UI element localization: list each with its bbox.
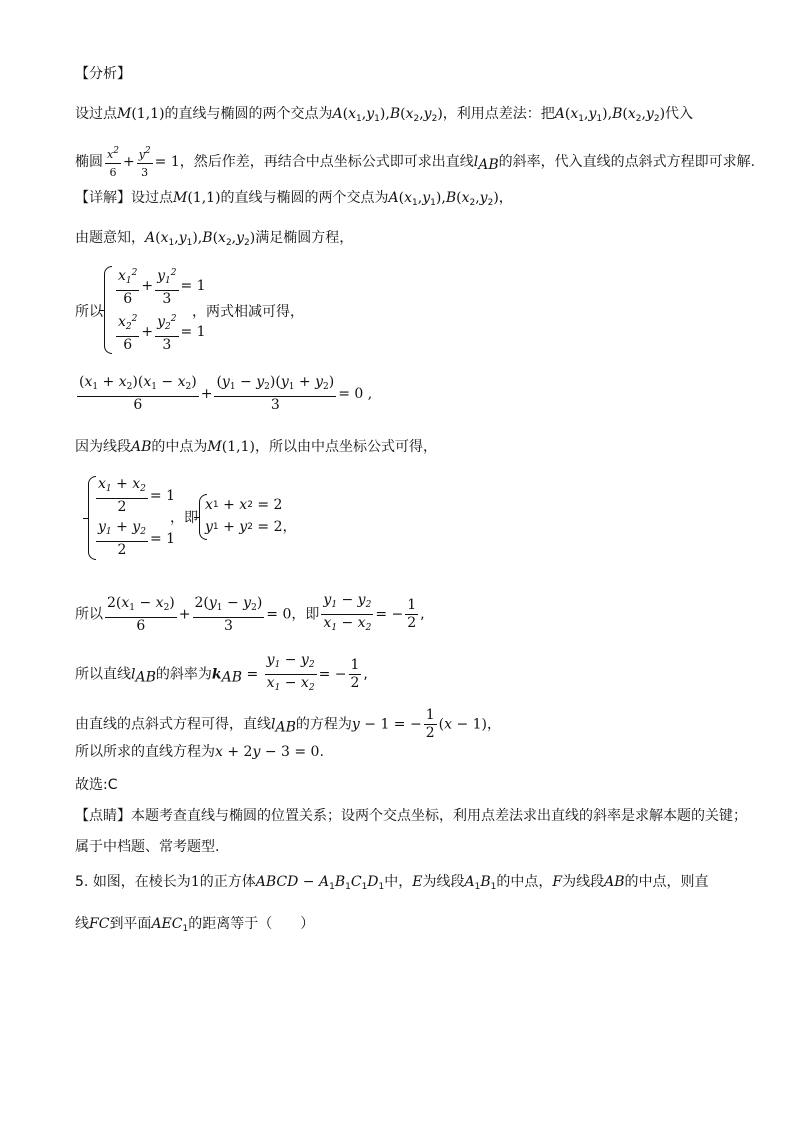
detail-line-8: 所以直线$l_{AB}$的斜率为$k_{AB}$ = $\frac{y_1 - y_2}{x_1 - x_2}$ = − $\frac{1}{2}$ ,: [75, 652, 368, 693]
comment-line-1: 【点睛】本题考查直线与椭圆的位置关系；设两个交点坐标，利用点差法求出直线的斜率是求解本题的关键；: [75, 808, 747, 824]
question-5-line-2: 线FC到平面$AEC_1$的距离等于（ ）: [75, 916, 315, 934]
midpoint-system-2: x 1 + x 2 = 2 y 1 + y 2 = 2 ，: [205, 497, 297, 535]
analysis-line-2: 椭圆 $\frac{x^2}{6}$ + $\frac{y^2}{3}$ = 1，然后作差，再结合中点坐标公式即可求出直线$l_{AB}$的斜率，代入直线的点斜式方程即可求解.: [75, 143, 755, 181]
detail-line-6-mid: ，即: [170, 510, 198, 526]
analysis-line-1: 设过点M(1,1)的直线与椭圆的两个交点为$A(x_1,y_1),B(x_2,y_2)$，利用点差法：把$A(x_1,y_1),B(x_2,y_2)$代入: [75, 106, 694, 124]
ellipse-equation-system: $\frac{x_1^2}{6}$ + $\frac{y_1^2}{3}$ = 1 $\frac{x_2^2}{6}$ + $\frac{y_2^2}{3}$ = 1: [114, 263, 206, 355]
detail-line-9: 由直线的点斜式方程可得，直线$l_{AB}$的方程为y − 1 = − $\frac{1}{2}$ (x − 1)，: [75, 707, 502, 741]
midpoint-system: $\frac{x_1 + x_2}{2}$ = 1 $\frac{y_1 + y_2}{2}$ = 1: [98, 475, 176, 558]
detail-line-3-suffix: ，两式相减可得，: [192, 304, 304, 320]
answer-line: 故选:C: [75, 777, 118, 793]
detail-line-2: 由题意知，$A(x_1,y_1),B(x_2,y_2)$满足椭圆方程，: [75, 230, 354, 248]
detail-line-7: 所以 $\frac{2(x_1 - x_2)}{6}$ + $\frac{2(y_1 - y_2)}{3}$ = 0，即 $\frac{y_1 - y_2}{x_1 - x_2}$ = − $\frac{1}{2}$ ,: [75, 592, 425, 634]
detail-line-3-label: 所以: [75, 304, 103, 320]
question-5-line-1: 5. 如图，在棱长为1的正方体ABCD − $A_1B_1C_1D_1$中，E为线段$A_1B_1$的中点，F为线段AB的中点，则直: [75, 874, 709, 892]
detail-line-5: 因为线段AB的中点为M(1,1)，所以由中点坐标公式可得，: [75, 439, 437, 455]
analysis-header: 【分析】: [75, 66, 131, 82]
comment-line-2: 属于中档题、常考题型.: [75, 839, 220, 855]
detail-line-10: 所以所求的直线方程为x + 2y − 3 = 0.: [75, 744, 324, 760]
system-brace: [104, 266, 112, 354]
difference-equation: $\frac{(x_1 + x_2)(x_1 - x_2)}{6}$ + $\frac{(y_1 - y_2)(y_1 + y_2)}{3}$ = 0 ,: [79, 374, 373, 413]
detail-line-1: 【详解】设过点M(1,1)的直线与椭圆的两个交点为$A(x_1,y_1),B(x_2,y_2)$，: [75, 190, 513, 208]
